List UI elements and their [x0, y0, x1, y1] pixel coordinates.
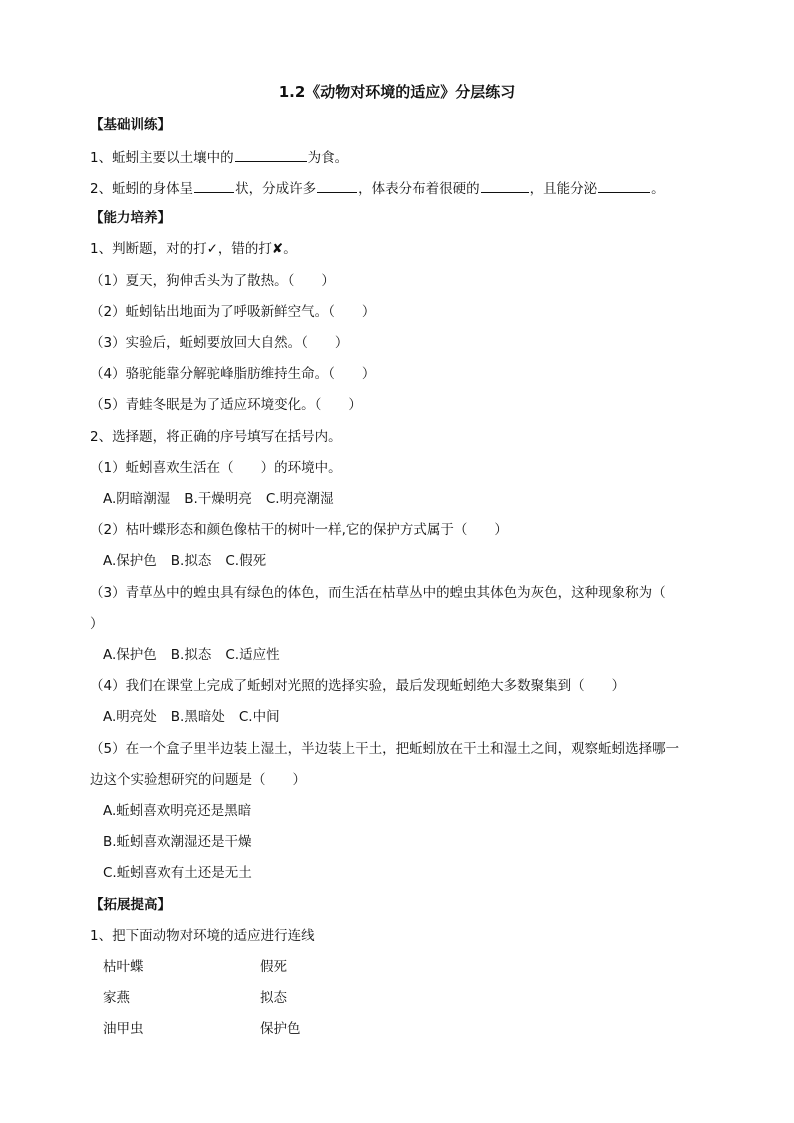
option: A.保护色 [103, 647, 157, 663]
basic-q2-text-a: 2、蚯蚓的身体呈 [90, 181, 194, 197]
judge-item: （2）蚯蚓钻出地面为了呼吸新鲜空气。（ ） [90, 304, 376, 320]
choice-options-3 [103, 646, 294, 664]
page-title: 1.2《动物对环境的适应》分层练习 [278, 83, 516, 101]
choice-options-4 [103, 708, 294, 726]
option: B.黑暗处 [170, 709, 225, 725]
blank[interactable] [598, 178, 650, 193]
judge-item: （1）夏天，狗伸舌头为了散热。（ ） [90, 273, 335, 289]
match-right-item: 拟态 [260, 990, 287, 1006]
choice-header: 2、选择题，将正确的序号填写在括号内。 [90, 429, 342, 445]
option: A.明亮处 [103, 709, 157, 725]
basic-q2-text-b: 状，分成许多 [235, 181, 317, 197]
option: B.蚯蚓喜欢潮湿还是干燥 [103, 834, 252, 850]
basic-q2-text-d: ，且能分泌 [529, 181, 598, 197]
match-header: 1、把下面动物对环境的适应进行连线 [90, 928, 315, 944]
basic-q1-text-a: 1、蚯蚓主要以土壤中的 [90, 150, 234, 166]
match-right-item: 保护色 [260, 1021, 301, 1037]
basic-question-2 [90, 178, 665, 198]
option: C.适应性 [225, 647, 280, 663]
option: C.中间 [238, 709, 280, 725]
match-right-item: 假死 [260, 959, 287, 975]
choice-question-3-cont: ） [90, 616, 104, 632]
option: B.拟态 [170, 553, 212, 569]
option: C.假死 [225, 553, 267, 569]
option: C.明亮潮湿 [265, 491, 334, 507]
blank[interactable] [194, 178, 234, 193]
match-left-item: 家燕 [103, 990, 130, 1006]
blank[interactable] [235, 147, 307, 162]
judge-item: （3）实验后，蚯蚓要放回大自然。（ ） [90, 335, 349, 351]
option: C.蚯蚓喜欢有土还是无土 [103, 865, 252, 881]
option: A.蚯蚓喜欢明亮还是黑暗 [103, 803, 252, 819]
choice-question-3: （3）青草丛中的蝗虫具有绿色的体色，而生活在枯草丛中的蝗虫其体色为灰色，这种现象称为（ [90, 585, 666, 601]
judge-header: 1、判断题，对的打✓，错的打✘。 [90, 241, 297, 257]
judge-item: （4）骆驼能靠分解驼峰脂肪维持生命。（ ） [90, 366, 376, 382]
section-extend: 【拓展提高】 [90, 897, 171, 913]
choice-options-1 [103, 490, 348, 508]
judge-item: （5）青蛙冬眠是为了适应环境变化。（ ） [90, 397, 362, 413]
option: A.阴暗潮湿 [103, 491, 171, 507]
basic-q2-text-c: ，体表分布着很硬的 [358, 181, 480, 197]
choice-question-1: （1）蚯蚓喜欢生活在（ ）的环境中。 [90, 460, 342, 476]
basic-question-1 [90, 147, 348, 167]
match-left-item: 枯叶蝶 [103, 959, 144, 975]
choice-question-5-cont: 边这个实验想研究的问题是（ ） [90, 772, 306, 788]
blank[interactable] [317, 178, 357, 193]
match-left-item: 油甲虫 [103, 1021, 144, 1037]
blank[interactable] [481, 178, 529, 193]
option: B.拟态 [170, 647, 212, 663]
basic-q2-text-e: 。 [651, 181, 665, 197]
choice-question-2: （2）枯叶蝶形态和颜色像枯干的树叶一样,它的保护方式属于（ ） [90, 522, 508, 538]
option: B.干燥明亮 [184, 491, 252, 507]
choice-question-5: （5）在一个盒子里半边装上湿土，半边装上干土，把蚯蚓放在干土和湿土之间，观察蚯蚓选择哪一 [90, 741, 680, 757]
choice-question-4: （4）我们在课堂上完成了蚯蚓对光照的选择实验，最后发现蚯蚓绝大多数聚集到（ ） [90, 678, 626, 694]
section-ability: 【能力培养】 [90, 210, 171, 226]
section-basic: 【基础训练】 [90, 117, 171, 133]
basic-q1-text-b: 为食。 [307, 150, 349, 166]
choice-options-2 [103, 552, 280, 570]
option: A.保护色 [103, 553, 157, 569]
